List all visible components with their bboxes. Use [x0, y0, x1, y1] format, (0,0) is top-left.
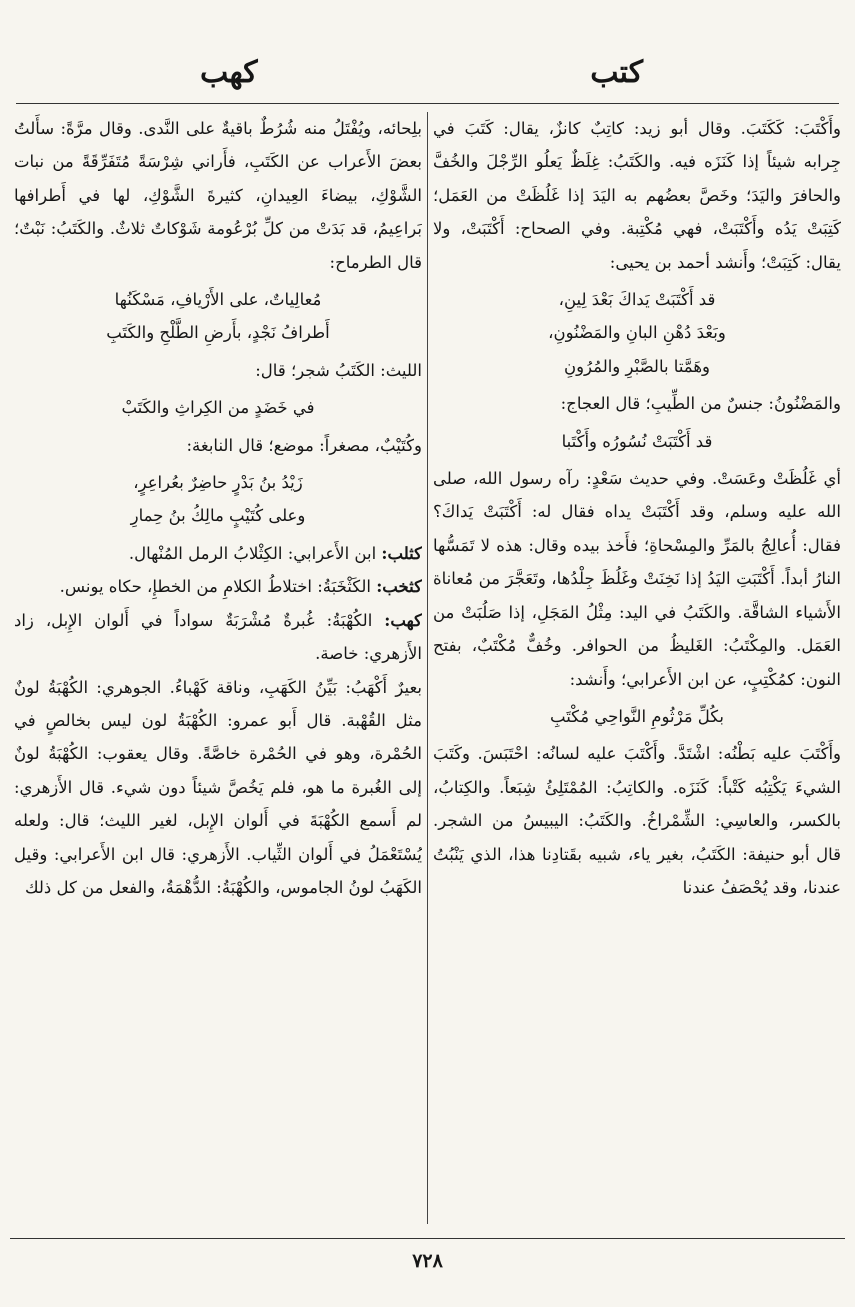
entry-text: الكَثْخَبَةُ: اختلاطُ الكلامِ من الخطإِ، حكاه يونس.: [59, 577, 371, 597]
header-headword-left: كهب: [200, 55, 258, 90]
entry-kathkhab: [14, 570, 422, 603]
paragraph: بعيرٌ أَكْهَبُ: بَيِّنُ الكَهَبِ، وناقة كَهْباءُ. الجوهري: الكُهْبَةُ لونٌ مثل القُهْبة. قال أَبو عمرو: الكُهْبَةُ لون ليس بخالصٍ في الحُمْرة، وهو في الحُمْرة خاصَّةً. وقال يعقوب: الكُهْبَةُ لونٌ إلى الغُبرة ما هو، فلم يَخُصَّ شيئاً دون شيء. قال الأَزهري: لم أَسمع الكُهْبَةَ في أَلوان الإِبل، لغير الليث؛ قال: ولعله يُسْتَعْمَلُ في أَلوان الثِّياب. الأَزهري: قال ابن الأَعرابي: وقيل الكَهَبُ لونُ الجاموس، والكُهْبَةُ: الدُّهْمَةُ، والفعل من كل ذلك: [14, 677, 422, 897]
paragraph: وأَكْتَبَ: كَكَتَبَ. وقال أبو زيد: كاتِبٌ كانزٌ، يقال: كَتَبَ في جِرابه شيئاً إذا كَنَزَه فيه. والكَتَبُ: غِلَظٌ يَعلُو الرِّجْلَ والخُفَّ والحافرَ واليَدَ؛ وخَصَّ بعضُهم به اليَدَ إذا غَلُظَتْ من العَمَل؛ كَتِبَتْ يَدُه وأَكْتَبَتْ، فهي مُكْتِبة. وفي الصحاح: أَكْتَبَتْ، ولا يقال: كَتِبَتْ؛ وأَنشد أحمد بن يحيى:: [433, 119, 841, 272]
entry-text: ابن الأَعرابي: الكِثْلابُ الرمل المُنْهال.: [128, 543, 377, 563]
verse-line: زَيْدُ بنُ بَدْرٍ حاضِرٌ بعُراعِرٍ،: [133, 473, 303, 493]
verse-block: [433, 283, 841, 383]
verse-line: بكُلِّ مَرْثُومِ النَّواحِي مُكْتَبِ: [550, 706, 724, 726]
page-number: ٧٢٨: [412, 1250, 443, 1272]
verse-block: [433, 700, 841, 733]
verse-block: [14, 466, 422, 533]
footer-rule: [10, 1238, 845, 1239]
column-divider: [427, 112, 428, 1224]
entry-text: الكُهْبَةُ: غُبرةٌ مُشْرَبَةٌ سواداً في أَلوان الإِبل، زاد الأَزهري: خاصة.: [14, 610, 422, 664]
entry-headword: كهب:: [384, 610, 422, 630]
verse-line: في خَضَدٍ من الكِراثِ والكَتَبْ: [121, 398, 315, 418]
verse-block: [14, 391, 422, 424]
paragraph: وكُتَيْبٌ، مصغراً: موضع؛ قال النابغة:: [186, 435, 422, 455]
left-column: [14, 112, 422, 1232]
paragraph: بلِحائه، ويُفْتَلُ منه شُرُطٌ باقيةٌ على النَّدى. وقال مرَّةً: سأَلتُ بعضَ الأَعراب عن الكَتَبِ، فأَراني شِرْسَةً مُتَفَرِّقَةً من نبات الشَّوْكِ، بيضاءَ العِيدانِ، كثيرةَ الشَّوْكِ، لها في أَطرافها بَراعِيمُ، قد بَدَتْ من كلِّ بُرْعُومة شَوْكاتٌ ثلاثٌ. والكَتَبُ: نَبْتٌ؛ قال الطرماح:: [14, 119, 422, 272]
verse-line: وعلى كُتَيْبٍ مالِكُ بنُ حِمارِ: [130, 506, 306, 526]
verse-block: [14, 283, 422, 350]
paragraph: الليث: الكَتَبُ شجر؛ قال:: [255, 360, 422, 380]
verse-line: أَطرافُ نَجْدٍ، بأَرضِ الطَّلْحِ والكَتَبِ: [106, 323, 330, 343]
header-rule: [16, 103, 839, 104]
paragraph: أي غَلُظَتْ وعَسَتْ. وفي حديث سَعْدٍ: رآه رسول الله، صلى الله عليه وسلم، وقد أَكْتَبَتْ يداه فقال له: أَكْتَبَتْ يَداكَ؟ فقال: أُعالِجُ بالمَرِّ والمِسْحاةِ؛ فأَخذ بيده وقال: هذه لا تَمَسُّها النارُ أبداً. أَكْتَبَتِ اليَدُ إذا نَخِنَتْ وغَلُظَ جِلْدُها، وتَعَجَّرَ من مُعاناة الأَشياء الشاقَّة. والكَتَبُ في اليد: مِثْلُ المَجَلِ، إذا صَلُبَتْ من العَمَل. والمِكْتَبُ: الغَليظُ من الحوافر. وخُفٌّ مُكْتَبٌ، بفتح النون: كمُكْتِبٍ، عن ابن الأَعرابي؛ وأَنشد:: [433, 469, 841, 689]
verse-line: مُعالِياتٌ، على الأَرْيافِ، مَسْكَنُها: [114, 290, 322, 310]
entry-kahab: [14, 604, 422, 671]
entry-headword: كثخب:: [376, 577, 422, 597]
entry-kathlab: [14, 537, 422, 570]
verse-line: قد أَكْتَبَتْ يَداكَ بَعْدَ لِينِ،: [558, 290, 716, 310]
paragraph: والمَضْنُونُ: جنسٌ من الطِّيبِ؛ قال العجاج:: [560, 394, 841, 414]
header-headword-right: كتب: [590, 55, 643, 90]
verse-line: وهَمَّتا بالصَّبْرِ والمُرُونِ: [563, 356, 711, 376]
page-header: [0, 55, 855, 95]
right-column: [433, 112, 841, 1232]
verse-line: وبَعْدَ دُهْنِ البانِ والمَضْنُونِ،: [548, 323, 726, 343]
paragraph: وأَكْتَبَ عليه بَطْنُه: اشْتَدَّ. وأَكْتَبَ عليه لسانُه: احْتَبَسَ. وكَتَبَ الشيءَ يَكْتِبُه كَتْباً: كَنَزَه. والكاتِبُ: المُمْتَلِئُ شِبَعاً. والكِتابُ، بالكسر، والعاسِي: الشِّمْراخُ. والكَتَبُ: اليبيسُ من الشجر. قال أبو حنيفة: الكَتَبُ، بغير ياء، شبيه بقَتادِنا هذا، الذي يَنْبُتُ عندنا، وقد يُحْصَفُ عندنا: [433, 744, 841, 897]
verse-line: قد أَكْتَبَتْ نُسُورُه وأَكْتَبا: [561, 431, 713, 451]
entry-headword: كثلب:: [381, 543, 422, 563]
verse-block: [433, 425, 841, 458]
